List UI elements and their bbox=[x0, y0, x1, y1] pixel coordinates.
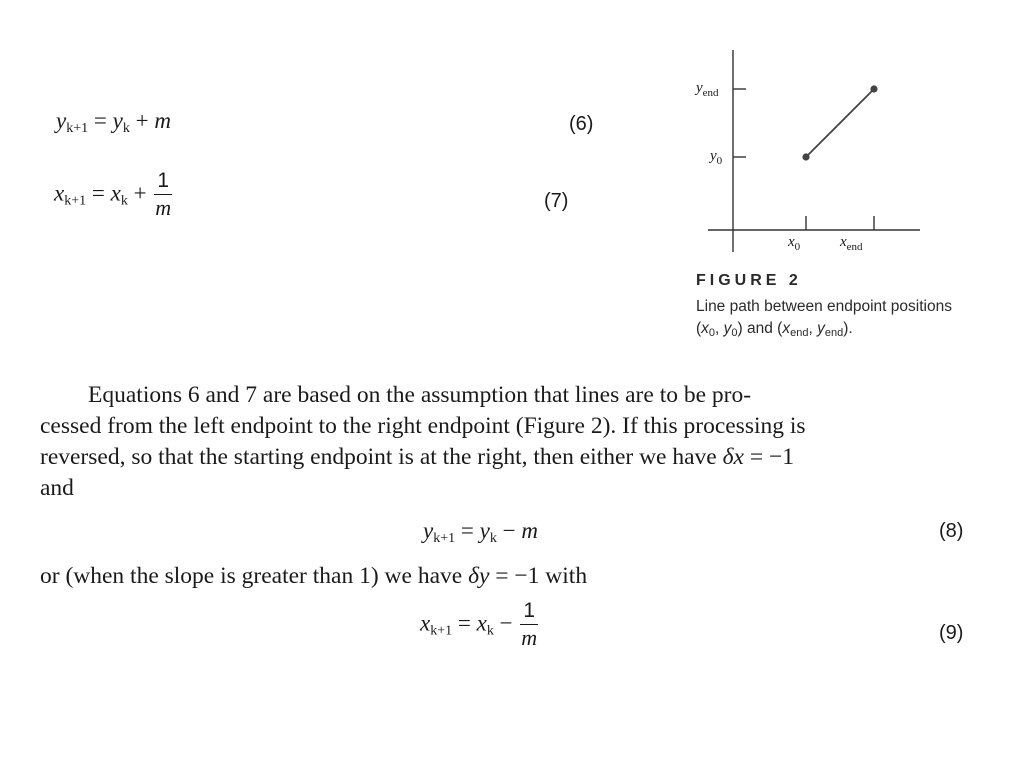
eq7-lhs-var: x bbox=[54, 180, 65, 206]
eq6-rhs-var: y bbox=[112, 108, 123, 133]
eq6-lhs-var: y bbox=[56, 108, 67, 133]
between-text-lead: or (when the slope is greater than 1) we have bbox=[40, 563, 469, 589]
eq7-frac-den: m bbox=[155, 195, 172, 220]
eq9-lhs-sub: k+1 bbox=[430, 623, 453, 639]
figure-caption bbox=[696, 296, 996, 340]
paragraph-line-2: cessed from the left endpoint to the right endpoint (Figure 2). If this processing is bbox=[40, 413, 806, 439]
endpoint-start bbox=[802, 153, 809, 160]
paragraph-line-3: reversed, so that the starting endpoint is at the right, then either we have δx = −1 bbox=[40, 444, 794, 470]
equation-9-number: (9) bbox=[939, 622, 964, 644]
equation-7 bbox=[54, 170, 174, 220]
eq8-equals: = bbox=[460, 518, 474, 543]
eq9-fraction bbox=[520, 600, 538, 650]
equation-9 bbox=[420, 600, 540, 650]
caption-line-2: ($x_0$, $y_0$) and ($x_{end}$, $y_{end}$). bbox=[696, 320, 853, 339]
figure-title: FIGURE 2 bbox=[696, 272, 802, 289]
endpoint-end bbox=[870, 85, 877, 92]
equation-7-number: (7) bbox=[544, 190, 569, 212]
eq8-op: − bbox=[502, 518, 516, 543]
eq7-equals: = bbox=[91, 180, 105, 206]
eq9-rhs-var: x bbox=[476, 610, 487, 636]
label-xend: $x_{end}$ bbox=[840, 234, 863, 253]
eq9-rhs-sub: k bbox=[486, 623, 494, 639]
eq6-term: m bbox=[154, 108, 171, 133]
eq8-rhs-var: y bbox=[479, 518, 490, 543]
equation-6-number: (6) bbox=[569, 113, 594, 135]
eq9-frac-num: 1 bbox=[520, 600, 538, 625]
equation-6 bbox=[56, 108, 171, 134]
equation-8 bbox=[423, 518, 538, 544]
label-x0: $x_0$ bbox=[788, 234, 801, 253]
label-y0: $y_0$ bbox=[710, 148, 723, 167]
paragraph-line-4: and bbox=[40, 475, 74, 501]
between-text-tail: = −1 with bbox=[489, 563, 588, 589]
eq7-fraction bbox=[154, 170, 172, 220]
caption-line-1: Line path between endpoint positions bbox=[696, 298, 952, 315]
eq7-op: + bbox=[133, 180, 147, 206]
between-text bbox=[40, 561, 970, 592]
line-path bbox=[806, 89, 874, 157]
eq8-lhs-sub: k+1 bbox=[433, 531, 456, 546]
figure-2-diagram bbox=[690, 40, 930, 265]
eq7-rhs-sub: k bbox=[120, 193, 128, 209]
eq6-lhs-sub: k+1 bbox=[66, 121, 89, 136]
eq9-op: − bbox=[499, 610, 513, 636]
eq8-term: m bbox=[521, 518, 538, 543]
paragraph bbox=[40, 380, 970, 504]
eq9-frac-den: m bbox=[521, 625, 538, 650]
eq7-frac-num: 1 bbox=[154, 170, 172, 195]
eq8-lhs-var: y bbox=[423, 518, 434, 543]
equation-8-number: (8) bbox=[939, 520, 964, 542]
eq7-lhs-sub: k+1 bbox=[64, 193, 87, 209]
eq7-rhs-var: x bbox=[110, 180, 121, 206]
between-text-delta: δy bbox=[468, 563, 490, 589]
paragraph-line-1: Equations 6 and 7 are based on the assumption that lines are to be pro- bbox=[88, 382, 752, 408]
eq6-rhs-sub: k bbox=[122, 121, 130, 136]
eq8-rhs-sub: k bbox=[489, 531, 497, 546]
eq6-equals: = bbox=[93, 108, 107, 133]
eq6-op: + bbox=[135, 108, 149, 133]
eq9-lhs-var: x bbox=[420, 610, 431, 636]
label-yend: $y_{end}$ bbox=[696, 80, 719, 99]
eq9-equals: = bbox=[457, 610, 471, 636]
